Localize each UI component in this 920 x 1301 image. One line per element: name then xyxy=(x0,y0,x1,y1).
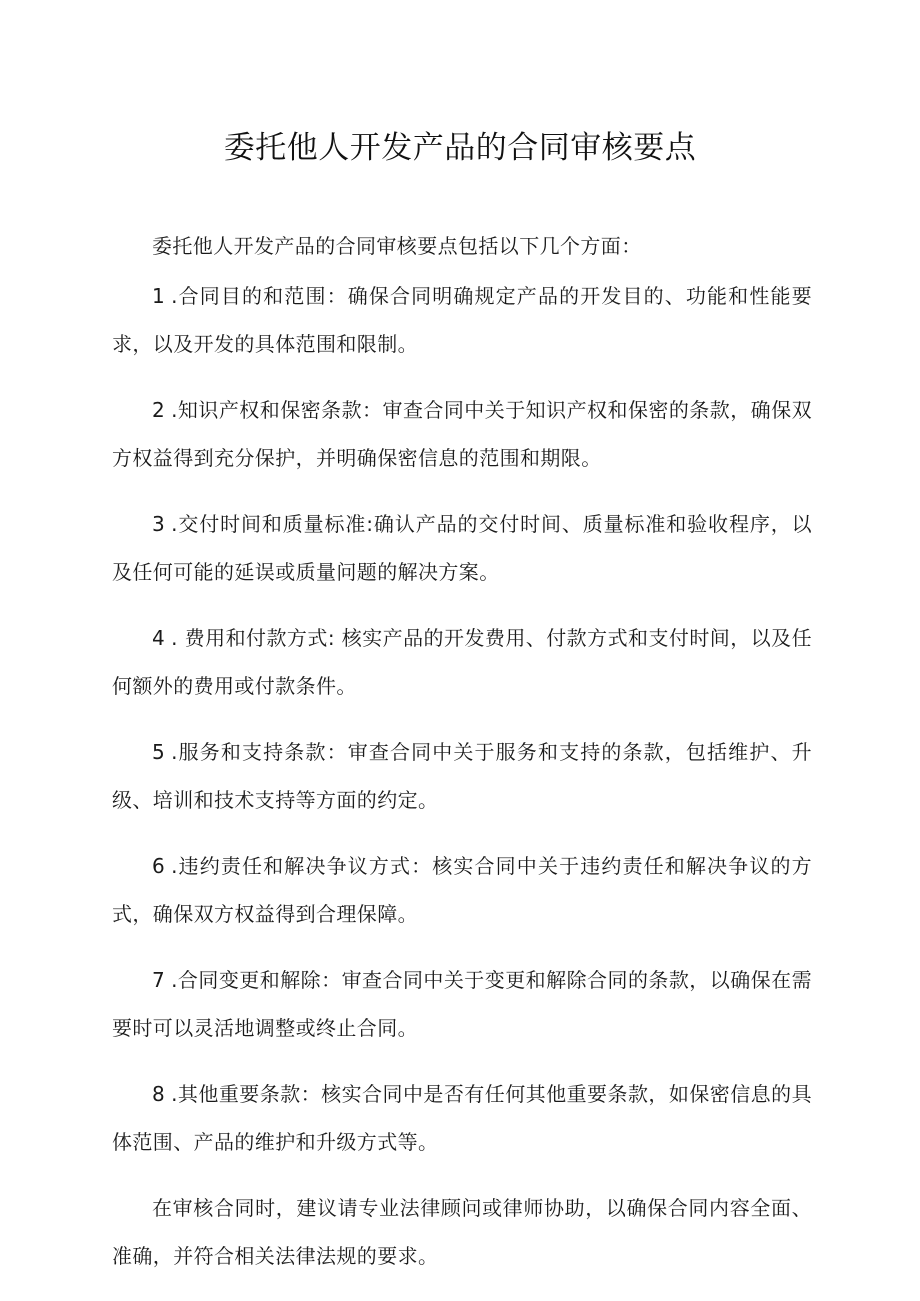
list-item-number: 7 xyxy=(152,968,166,992)
list-item-text: .违约责任和解决争议方式：核实合同中关于违约责任和解决争议的方式，确保双方权益得到合理保障。 xyxy=(112,854,812,926)
list-item-number: 4 xyxy=(152,626,166,650)
list-item-text: .合同目的和范围：确保合同明确规定产品的开发目的、功能和性能要求，以及开发的具体范围和限制。 xyxy=(112,284,812,356)
list-item-text: .知识产权和保密条款：审查合同中关于知识产权和保密的条款，确保双方权益得到充分保护，并明确保密信息的范围和期限。 xyxy=(112,398,812,470)
page-title: 委托他人开发产品的合同审核要点 xyxy=(223,130,697,166)
list-item xyxy=(112,728,812,824)
list-item xyxy=(112,614,812,710)
list-item xyxy=(112,842,812,938)
document-body xyxy=(112,222,812,1298)
list-item xyxy=(112,272,812,368)
list-item-number: 1 xyxy=(152,284,166,308)
list-item xyxy=(112,1070,812,1166)
list-item-text: .交付时间和质量标准:确认产品的交付时间、质量标准和验收程序，以及任何可能的延误或质量问题的解决方案。 xyxy=(112,512,812,584)
list-item-text: . 费用和付款方式: 核实产品的开发费用、付款方式和支付时间，以及任何额外的费用或付款条件。 xyxy=(112,626,812,698)
list-item xyxy=(112,500,812,596)
list-item-number: 5 xyxy=(152,740,166,764)
list-item-text: .合同变更和解除：审查合同中关于变更和解除合同的条款，以确保在需要时可以灵活地调整或终止合同。 xyxy=(112,968,812,1040)
list-item xyxy=(112,956,812,1052)
intro-paragraph: 委托他人开发产品的合同审核要点包括以下几个方面： xyxy=(152,234,642,258)
list-item-text: .服务和支持条款：审查合同中关于服务和支持的条款，包括维护、升级、培训和技术支持等方面的约定。 xyxy=(112,740,812,812)
conclusion-paragraph: 在审核合同时，建议请专业法律顾问或律师协助，以确保合同内容全面、准确，并符合相关法律法规的要求。 xyxy=(112,1196,812,1268)
list-item-number: 8 xyxy=(152,1082,166,1106)
list-item-number: 2 xyxy=(152,398,166,422)
list-item-number: 6 xyxy=(152,854,166,878)
list-item-text: .其他重要条款：核实合同中是否有任何其他重要条款，如保密信息的具体范围、产品的维护和升级方式等。 xyxy=(112,1082,812,1154)
list-item-number: 3 xyxy=(152,512,166,536)
list-item xyxy=(112,386,812,482)
